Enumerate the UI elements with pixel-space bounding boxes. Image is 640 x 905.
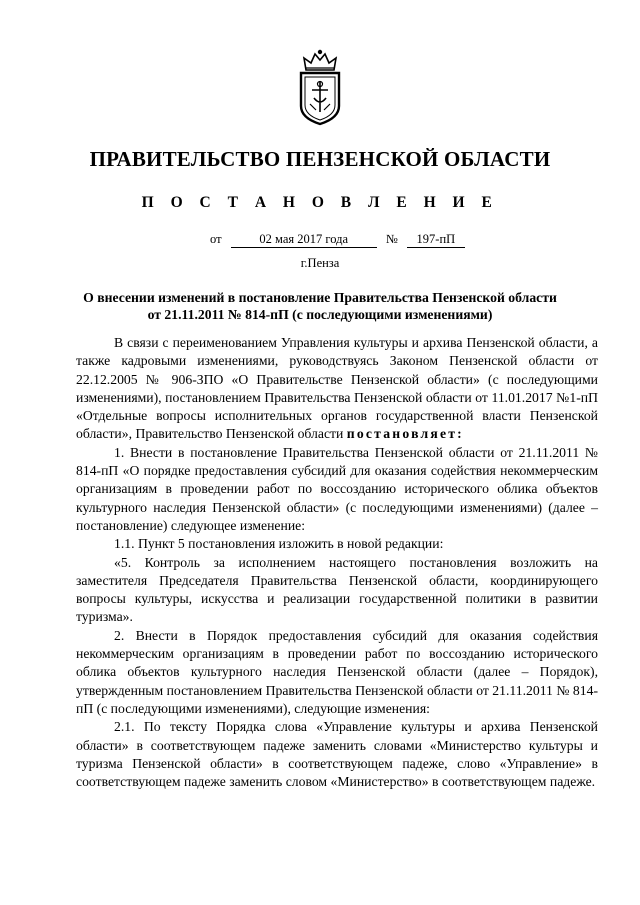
document-date: 02 мая 2017 года xyxy=(231,232,377,248)
paragraph-1-1: 1.1. Пункт 5 постановления изложить в новой редакции: xyxy=(114,536,444,552)
date-number-line xyxy=(210,232,465,248)
paragraph-1: 1. Внести в постановление Правительства Пензенской области от 21.11.2011 № 814-пП «О порядке предоставления субсидий для оказания содействия некоммерческим организациям в проведении работ по воссозданию исторического облика объектов культурного наследия Пензенской области» (с последующими изменениями) (далее – постановление) следующее изменение: xyxy=(76,444,598,533)
document-subject xyxy=(60,289,580,323)
number-sign: № xyxy=(385,232,398,246)
resolves-word: постановляет: xyxy=(346,426,464,442)
government-name: ПРАВИТЕЛЬСТВО ПЕНЗЕНСКОЙ ОБЛАСТИ xyxy=(89,147,551,171)
coat-of-arms-icon xyxy=(296,48,344,126)
paragraph-2: 2. Внести в Порядок предоставления субсидий для оказания содействия некоммерческим организациям в проведении работ по воссозданию исторического облика объектов культурного наследия Пензенской области (далее – Порядок), утвержденным постановлением Правительства Пензенской области от 21.11.2011 № 814-пП (с последующими изменениями), следующие изменения: xyxy=(76,627,598,716)
city: г.Пенза xyxy=(300,256,340,270)
subject-line-2: от 21.11.2011 № 814-пП (с последующими изменениями) xyxy=(147,307,493,322)
subject-line-1: О внесении изменений в постановление Правительства Пензенской области xyxy=(83,290,557,305)
document-type: П О С Т А Н О В Л Е Н И Е xyxy=(141,194,499,211)
document-body xyxy=(76,334,598,791)
paragraph-1-1-text: «5. Контроль за исполнением настоящего постановления возложить на заместителя Председателя Правительства Пензенской области, координирующего вопросы культуры, искусства и реализации государственной политики в развитии туризма». xyxy=(76,554,598,625)
preamble-paragraph xyxy=(76,334,598,444)
document-number: 197-пП xyxy=(407,232,465,248)
paragraph-2-1: 2.1. По тексту Порядка слова «Управление культуры и архива Пензенской области» в соответствующем падеже заменить словами «Министерство культуры и туризма Пензенской области» в соответствующем падеже, слово «Управление» в соответствующем падеже заменить словом «Министерство» в соответствующем падеже. xyxy=(76,719,598,790)
date-prefix: от xyxy=(210,232,222,246)
preamble-text: В связи с переименованием Управления культуры и архива Пензенской области, а также кадровыми изменениями, руководствуясь Законом Пензенской области от 22.12.2005 № 906-ЗПО «О Правительстве Пензенской области» (с последующими изменениями), постановлением Правительства Пензенской области от 11.01.2017 №1-пП «Отдельные вопросы исполнительных органов государственной власти Пензенской области», Правительство Пензенской области xyxy=(76,335,598,442)
